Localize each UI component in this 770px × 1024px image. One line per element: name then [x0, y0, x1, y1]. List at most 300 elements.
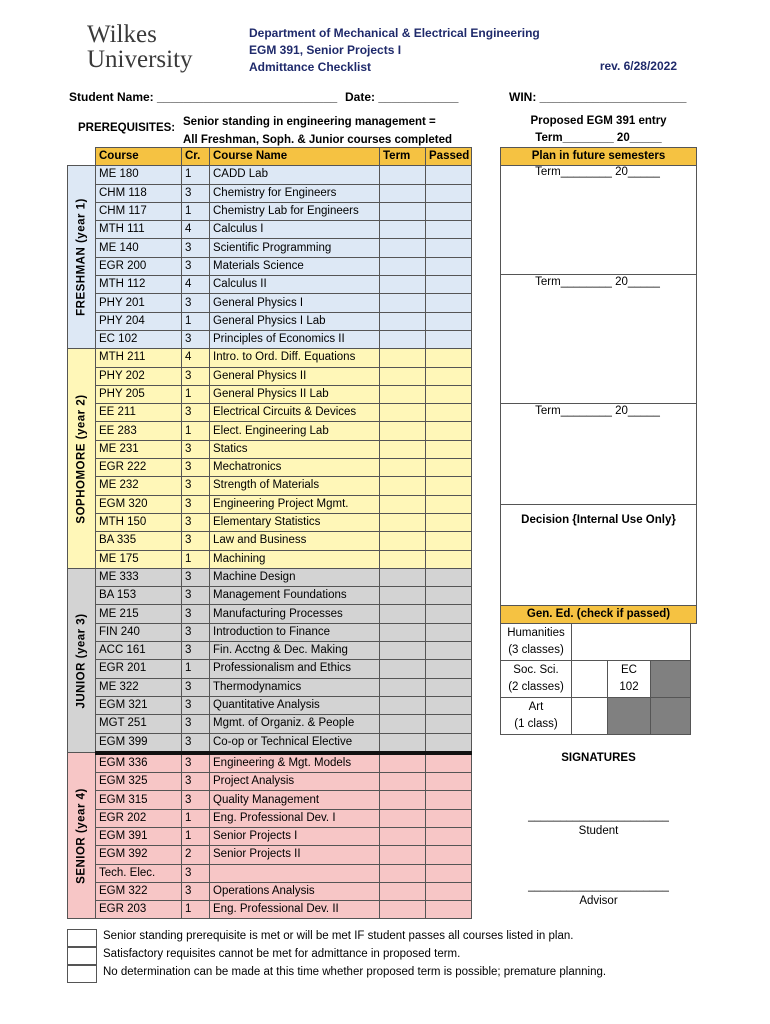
course-name: Introduction to Finance — [210, 623, 380, 641]
course-name: Eng. Professional Dev. I — [210, 809, 380, 827]
year-label-cell — [68, 349, 96, 569]
course-code: ME 215 — [96, 605, 182, 623]
term-cell[interactable] — [380, 349, 426, 367]
course-name: Statics — [210, 440, 380, 458]
legend-text-3: No determination can be made at this time whether proposed term is possible; premature planning. — [103, 966, 607, 978]
term-cell[interactable] — [380, 901, 426, 919]
passed-cell[interactable] — [426, 404, 472, 422]
course-code: CHM 117 — [96, 202, 182, 220]
credits: 3 — [182, 532, 210, 550]
table-row — [68, 532, 472, 550]
passed-cell[interactable] — [426, 733, 472, 753]
course-name: Senior Projects I — [210, 827, 380, 845]
gened-table — [500, 623, 691, 735]
plan-box-1[interactable] — [500, 165, 697, 275]
course-name: Manufacturing Processes — [210, 605, 380, 623]
term-cell[interactable] — [380, 440, 426, 458]
table-row — [68, 587, 472, 605]
plan-box-2[interactable] — [500, 274, 697, 404]
table-row — [68, 809, 472, 827]
course-code: MTH 150 — [96, 513, 182, 531]
course-name: Materials Science — [210, 257, 380, 275]
course-name: Co-op or Technical Elective — [210, 733, 380, 753]
credits: 3 — [182, 715, 210, 733]
table-row — [68, 257, 472, 275]
course-code: EGM 325 — [96, 773, 182, 791]
course-name: CADD Lab — [210, 166, 380, 184]
credits: 3 — [182, 605, 210, 623]
term-cell[interactable] — [380, 809, 426, 827]
credits: 1 — [182, 385, 210, 403]
course-name: General Physics II Lab — [210, 385, 380, 403]
plan-term-1[interactable]: Term________ 20_____ — [535, 166, 660, 178]
plan-term-3[interactable]: Term________ 20_____ — [535, 405, 660, 417]
revision-date: rev. 6/28/2022 — [599, 59, 677, 73]
term-cell[interactable] — [380, 715, 426, 733]
course-name: Machine Design — [210, 568, 380, 586]
credits: 3 — [182, 568, 210, 586]
table-row — [68, 276, 472, 294]
credits: 3 — [182, 882, 210, 900]
course-code: EGM 399 — [96, 733, 182, 753]
course-name: Intro. to Ord. Diff. Equations — [210, 349, 380, 367]
legend-checkbox-1[interactable] — [67, 929, 97, 947]
course-table — [67, 147, 472, 919]
table-row — [68, 623, 472, 641]
course-name: Machining — [210, 550, 380, 568]
course-code: ME 231 — [96, 440, 182, 458]
credits: 4 — [182, 221, 210, 239]
course-code: Tech. Elec. — [96, 864, 182, 882]
signatures-title: SIGNATURES — [561, 752, 636, 764]
term-cell[interactable] — [380, 642, 426, 660]
course-code: EGR 222 — [96, 459, 182, 477]
ec-text: EC — [621, 664, 637, 676]
decision-label: Decision {Internal Use Only} — [521, 514, 676, 526]
course-code: BA 335 — [96, 532, 182, 550]
term-cell[interactable] — [380, 184, 426, 202]
passed-cell[interactable] — [426, 276, 472, 294]
table-row — [68, 568, 472, 586]
table-row — [68, 312, 472, 330]
term-cell[interactable] — [380, 568, 426, 586]
credits: 1 — [182, 901, 210, 919]
table-row — [68, 696, 472, 714]
credits: 3 — [182, 257, 210, 275]
table-row — [68, 660, 472, 678]
table-row — [68, 715, 472, 733]
course-name: Eng. Professional Dev. II — [210, 901, 380, 919]
course-name — [210, 864, 380, 882]
table-row — [68, 349, 472, 367]
course-code: EGR 202 — [96, 809, 182, 827]
course-code: EGR 201 — [96, 660, 182, 678]
column-header: Term — [380, 148, 426, 166]
social-science-check[interactable] — [572, 661, 608, 698]
passed-cell[interactable] — [426, 791, 472, 809]
passed-cell[interactable] — [426, 367, 472, 385]
term-cell[interactable] — [380, 495, 426, 513]
term-cell[interactable] — [380, 202, 426, 220]
course-name: Chemistry Lab for Engineers — [210, 202, 380, 220]
art-shaded-cell-2 — [651, 698, 691, 735]
credits: 1 — [182, 202, 210, 220]
table-row — [68, 733, 472, 753]
course-name: Strength of Materials — [210, 477, 380, 495]
document-header — [249, 25, 540, 76]
column-header: Cr. — [182, 148, 210, 166]
course-code: MTH 111 — [96, 221, 182, 239]
credits: 3 — [182, 477, 210, 495]
credits: 1 — [182, 312, 210, 330]
credits: 1 — [182, 827, 210, 845]
legend-checkbox-2[interactable] — [67, 947, 97, 965]
credits: 3 — [182, 404, 210, 422]
term-cell[interactable] — [380, 753, 426, 773]
university-logo — [87, 22, 193, 72]
column-header: Course — [96, 148, 182, 166]
course-name: Fin. Acctng & Dec. Making — [210, 642, 380, 660]
table-row — [68, 846, 472, 864]
course-code: PHY 205 — [96, 385, 182, 403]
term-cell[interactable] — [380, 513, 426, 531]
passed-cell[interactable] — [426, 827, 472, 845]
course-code: MGT 251 — [96, 715, 182, 733]
plan-box-3[interactable] — [500, 403, 697, 505]
advisor-signature-label: Advisor — [579, 895, 618, 907]
credits: 3 — [182, 773, 210, 791]
course-table-body — [68, 148, 472, 919]
credits: 1 — [182, 550, 210, 568]
course-name: Calculus II — [210, 276, 380, 294]
course-name: Engineering Project Mgmt. — [210, 495, 380, 513]
table-row — [68, 753, 472, 773]
term-cell[interactable] — [380, 605, 426, 623]
gened-row-art — [501, 698, 691, 735]
passed-cell[interactable] — [426, 623, 472, 641]
passed-cell[interactable] — [426, 422, 472, 440]
passed-cell[interactable] — [426, 715, 472, 733]
course-name: Quality Management — [210, 791, 380, 809]
passed-cell[interactable] — [426, 660, 472, 678]
course-code: EE 211 — [96, 404, 182, 422]
course-code: EGR 203 — [96, 901, 182, 919]
table-row — [68, 901, 472, 919]
art-check[interactable] — [572, 698, 608, 735]
credits: 3 — [182, 239, 210, 257]
year-label: JUNIOR (year 3) — [75, 613, 87, 709]
passed-cell[interactable] — [426, 459, 472, 477]
credits: 3 — [182, 733, 210, 753]
credits: 3 — [182, 587, 210, 605]
course-code: EGM 392 — [96, 846, 182, 864]
credits: 3 — [182, 678, 210, 696]
advisor-signature-line[interactable]: ______________________ — [528, 880, 669, 892]
passed-cell[interactable] — [426, 184, 472, 202]
course-name: General Physics I Lab — [210, 312, 380, 330]
passed-cell[interactable] — [426, 882, 472, 900]
course-title: EGM 391, Senior Projects I — [249, 43, 402, 57]
term-cell[interactable] — [380, 882, 426, 900]
course-name: Electrical Circuits & Devices — [210, 404, 380, 422]
table-row — [68, 642, 472, 660]
passed-cell[interactable] — [426, 440, 472, 458]
term-cell[interactable] — [380, 678, 426, 696]
credits: 1 — [182, 422, 210, 440]
term-cell[interactable] — [380, 864, 426, 882]
term-cell[interactable] — [380, 385, 426, 403]
passed-cell[interactable] — [426, 330, 472, 348]
passed-cell[interactable] — [426, 773, 472, 791]
course-code: ME 175 — [96, 550, 182, 568]
humanities-label — [501, 624, 572, 661]
passed-cell[interactable] — [426, 202, 472, 220]
course-code: ME 232 — [96, 477, 182, 495]
passed-cell[interactable] — [426, 678, 472, 696]
term-cell[interactable] — [380, 166, 426, 184]
course-name: Thermodynamics — [210, 678, 380, 696]
table-row — [68, 166, 472, 184]
proposed-entry-title: Proposed EGM 391 entry — [530, 115, 667, 127]
course-code: PHY 204 — [96, 312, 182, 330]
passed-cell[interactable] — [426, 809, 472, 827]
course-code: ME 322 — [96, 678, 182, 696]
course-code: EGR 200 — [96, 257, 182, 275]
table-row — [68, 422, 472, 440]
table-row — [68, 773, 472, 791]
social-science-label — [501, 661, 572, 698]
passed-cell[interactable] — [426, 901, 472, 919]
course-code: FIN 240 — [96, 623, 182, 641]
passed-cell[interactable] — [426, 349, 472, 367]
passed-cell[interactable] — [426, 257, 472, 275]
passed-cell[interactable] — [426, 294, 472, 312]
table-row — [68, 495, 472, 513]
credits: 3 — [182, 642, 210, 660]
senior-note-line-1: Senior standing in engineering management = — [183, 116, 436, 128]
passed-cell[interactable] — [426, 568, 472, 586]
passed-cell[interactable] — [426, 605, 472, 623]
course-code: BA 153 — [96, 587, 182, 605]
credits: 1 — [182, 809, 210, 827]
term-cell[interactable] — [380, 660, 426, 678]
term-cell[interactable] — [380, 532, 426, 550]
student-signature-line[interactable]: ______________________ — [528, 810, 669, 822]
humanities-text: Humanities — [507, 627, 565, 639]
passed-cell[interactable] — [426, 753, 472, 773]
credits: 4 — [182, 349, 210, 367]
course-name: Mgmt. of Organiz. & People — [210, 715, 380, 733]
course-code: PHY 201 — [96, 294, 182, 312]
table-row — [68, 221, 472, 239]
table-row — [68, 385, 472, 403]
term-cell[interactable] — [380, 404, 426, 422]
table-row — [68, 239, 472, 257]
table-row — [68, 477, 472, 495]
passed-cell[interactable] — [426, 312, 472, 330]
course-name: Operations Analysis — [210, 882, 380, 900]
course-code: ME 180 — [96, 166, 182, 184]
course-name: Calculus I — [210, 221, 380, 239]
credits: 3 — [182, 753, 210, 773]
course-name: General Physics I — [210, 294, 380, 312]
credits: 3 — [182, 696, 210, 714]
course-name: Scientific Programming — [210, 239, 380, 257]
term-cell[interactable] — [380, 696, 426, 714]
humanities-count: (3 classes) — [508, 644, 564, 656]
credits: 1 — [182, 166, 210, 184]
term-cell[interactable] — [380, 550, 426, 568]
course-code: EGM 320 — [96, 495, 182, 513]
credits: 4 — [182, 276, 210, 294]
term-cell[interactable] — [380, 846, 426, 864]
art-shaded-cell — [608, 698, 651, 735]
column-header: Course Name — [210, 148, 380, 166]
passed-cell[interactable] — [426, 587, 472, 605]
legend-text-1: Senior standing prerequisite is met or will be met IF student passes all courses listed in plan. — [103, 930, 574, 942]
table-row — [68, 440, 472, 458]
table-row — [68, 330, 472, 348]
win-field[interactable]: WIN: ______________________ — [509, 90, 687, 104]
table-row — [68, 827, 472, 845]
term-cell[interactable] — [380, 294, 426, 312]
social-science-text: Soc. Sci. — [513, 664, 559, 676]
course-name: Professionalism and Ethics — [210, 660, 380, 678]
course-code: EE 283 — [96, 422, 182, 440]
senior-note-line-2: All Freshman, Soph. & Junior courses completed — [183, 134, 453, 146]
logo-line-1: Wilkes — [87, 21, 157, 48]
credits: 3 — [182, 440, 210, 458]
humanities-check[interactable] — [572, 624, 691, 661]
table-row — [68, 605, 472, 623]
table-row — [68, 513, 472, 531]
term-cell[interactable] — [380, 312, 426, 330]
passed-cell[interactable] — [426, 846, 472, 864]
course-code: PHY 202 — [96, 367, 182, 385]
credits: 3 — [182, 495, 210, 513]
course-code: EGM 321 — [96, 696, 182, 714]
term-cell[interactable] — [380, 587, 426, 605]
passed-cell[interactable] — [426, 864, 472, 882]
course-name: Law and Business — [210, 532, 380, 550]
course-code: MTH 211 — [96, 349, 182, 367]
year-label: FRESHMAN (year 1) — [75, 198, 87, 317]
course-name: Engineering & Mgt. Models — [210, 753, 380, 773]
course-code: ME 333 — [96, 568, 182, 586]
table-row — [68, 202, 472, 220]
passed-cell[interactable] — [426, 385, 472, 403]
course-name: Senior Projects II — [210, 846, 380, 864]
proposed-entry-term[interactable]: Term________ 20_____ — [535, 132, 662, 144]
term-cell[interactable] — [380, 330, 426, 348]
senior-standing-note — [183, 113, 452, 149]
term-cell[interactable] — [380, 459, 426, 477]
term-cell[interactable] — [380, 276, 426, 294]
term-cell[interactable] — [380, 422, 426, 440]
passed-cell[interactable] — [426, 550, 472, 568]
table-row — [68, 550, 472, 568]
passed-cell[interactable] — [426, 495, 472, 513]
course-name: Project Analysis — [210, 773, 380, 791]
term-cell[interactable] — [380, 733, 426, 753]
social-science-count: (2 classes) — [508, 681, 564, 693]
term-cell[interactable] — [380, 827, 426, 845]
course-code: ME 140 — [96, 239, 182, 257]
gened-row-social — [501, 661, 691, 698]
course-name: Elect. Engineering Lab — [210, 422, 380, 440]
term-cell[interactable] — [380, 791, 426, 809]
credits: 3 — [182, 623, 210, 641]
gened-row-humanities — [501, 624, 691, 661]
credits: 3 — [182, 184, 210, 202]
passed-cell[interactable] — [426, 239, 472, 257]
credits: 3 — [182, 513, 210, 531]
year-label-cell — [68, 568, 96, 752]
term-cell[interactable] — [380, 221, 426, 239]
gened-header: Gen. Ed. (check if passed) — [500, 605, 697, 624]
student-signature-label: Student — [578, 825, 619, 837]
table-row — [68, 367, 472, 385]
course-name: Management Foundations — [210, 587, 380, 605]
table-row — [68, 791, 472, 809]
term-cell[interactable] — [380, 239, 426, 257]
course-name: Elementary Statistics — [210, 513, 380, 531]
term-cell[interactable] — [380, 477, 426, 495]
term-cell[interactable] — [380, 623, 426, 641]
ec102-shaded-cell — [651, 661, 691, 698]
passed-cell[interactable] — [426, 166, 472, 184]
passed-cell[interactable] — [426, 696, 472, 714]
passed-cell[interactable] — [426, 221, 472, 239]
course-code: EC 102 — [96, 330, 182, 348]
credits: 3 — [182, 294, 210, 312]
course-name: Chemistry for Engineers — [210, 184, 380, 202]
course-code: EGM 315 — [96, 791, 182, 809]
legend-checkbox-3[interactable] — [67, 965, 97, 983]
year-label: SENIOR (year 4) — [75, 788, 87, 884]
art-count: (1 class) — [514, 718, 558, 730]
table-header-row — [68, 148, 472, 166]
ec102-label — [608, 661, 651, 698]
passed-cell[interactable] — [426, 477, 472, 495]
course-code: EGM 391 — [96, 827, 182, 845]
ec-number: 102 — [619, 681, 639, 693]
credits: 3 — [182, 791, 210, 809]
passed-cell[interactable] — [426, 532, 472, 550]
column-header: Passed — [426, 148, 472, 166]
credits: 1 — [182, 660, 210, 678]
term-cell[interactable] — [380, 773, 426, 791]
passed-cell[interactable] — [426, 642, 472, 660]
term-cell[interactable] — [380, 257, 426, 275]
art-label — [501, 698, 572, 735]
student-name-field[interactable]: Student Name: ___________________________ — [69, 90, 338, 104]
credits: 3 — [182, 330, 210, 348]
course-code: EGM 322 — [96, 882, 182, 900]
course-name: Principles of Economics II — [210, 330, 380, 348]
date-field[interactable]: Date: ____________ — [345, 90, 459, 104]
term-cell[interactable] — [380, 367, 426, 385]
credits: 3 — [182, 367, 210, 385]
passed-cell[interactable] — [426, 513, 472, 531]
header-spacer — [68, 148, 96, 166]
plan-term-2[interactable]: Term________ 20_____ — [535, 276, 660, 288]
department-title: Department of Mechanical & Electrical Engineering — [249, 26, 540, 40]
table-row — [68, 459, 472, 477]
table-row — [68, 864, 472, 882]
document-title: Admittance Checklist — [249, 60, 372, 74]
table-row — [68, 404, 472, 422]
